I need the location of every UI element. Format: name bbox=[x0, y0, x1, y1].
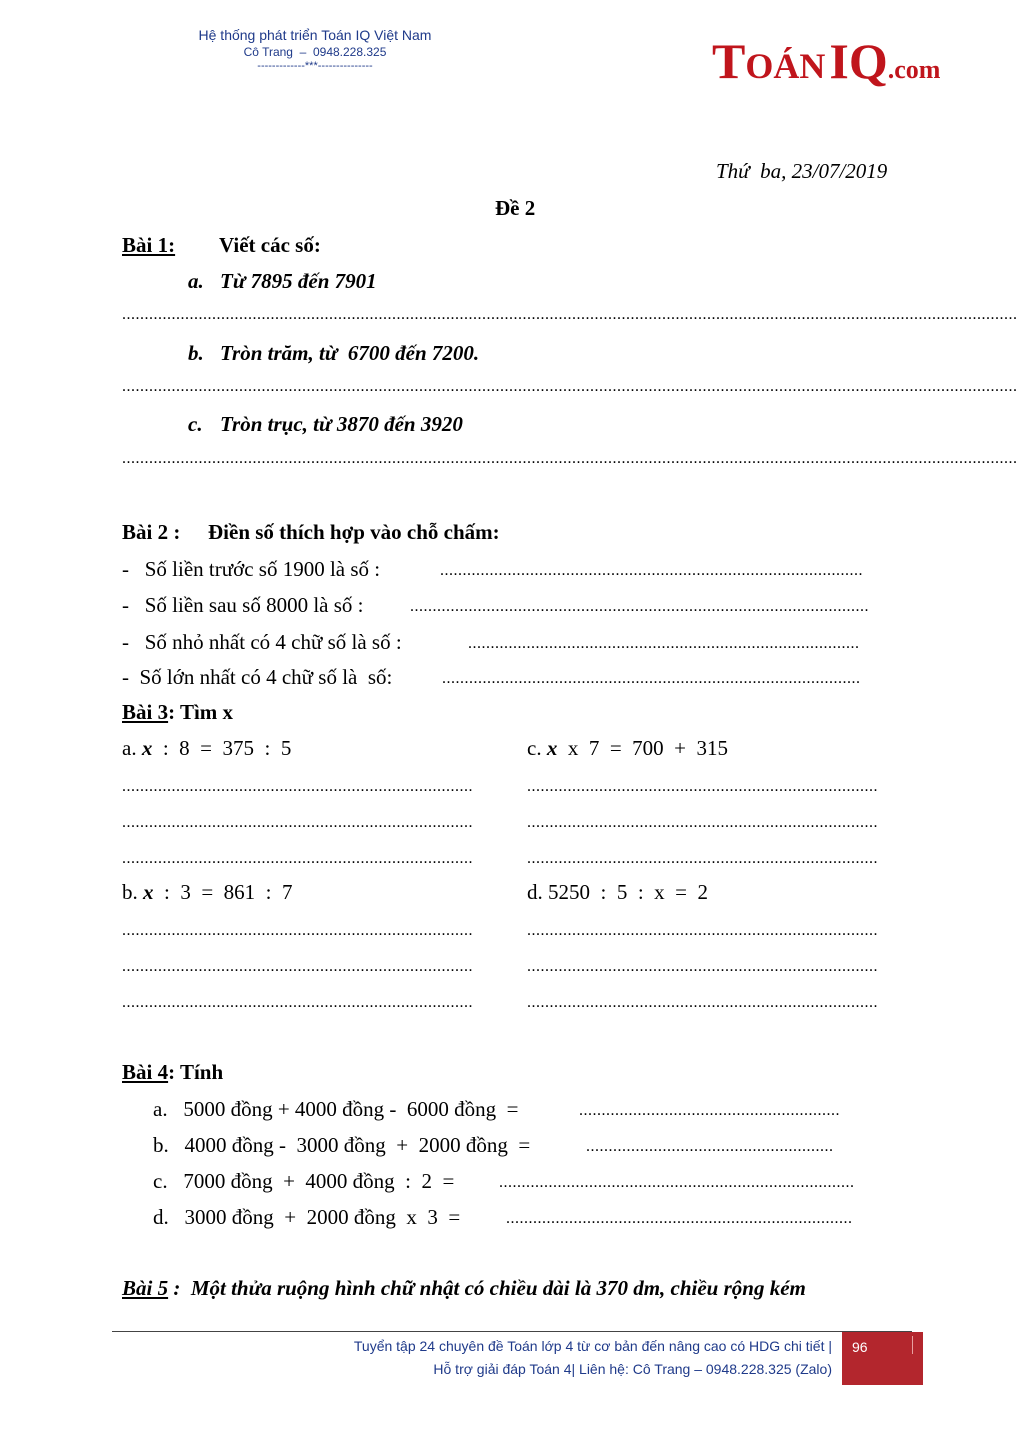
bai2-instruction: Điền số thích hợp vào chỗ chấm: bbox=[208, 520, 500, 544]
bai3-a-equation bbox=[122, 736, 291, 761]
bai5-label: Bài 5 bbox=[122, 1276, 169, 1300]
bai4-item-text: d. 3000 đồng + 2000 đồng x 3 = bbox=[153, 1205, 466, 1229]
bai4-item-text: b. 4000 đồng - 3000 đồng + 2000 đồng = bbox=[153, 1133, 536, 1157]
logo-dotcom: .com bbox=[887, 55, 941, 84]
bai4-item bbox=[153, 1133, 834, 1158]
bai2-item bbox=[122, 630, 860, 655]
bai2-label: Bài 2 : bbox=[122, 520, 181, 544]
bai2-item bbox=[122, 665, 861, 690]
bai1-b-marker: b. bbox=[188, 341, 204, 365]
bai5-line bbox=[122, 1276, 806, 1301]
bai1-a-marker: a. bbox=[188, 269, 204, 293]
bai2-item-text: - Số lớn nhất có 4 chữ số là số: bbox=[122, 665, 398, 689]
bai2-item-text: - Số liền trước số 1900 là số : bbox=[122, 557, 386, 581]
bai2-item bbox=[122, 593, 869, 618]
bai2-item bbox=[122, 557, 863, 582]
bai1-a-answer-line: ....................................................................................................................................................................................................... bbox=[122, 306, 1018, 323]
bai1-b-text: Tròn trăm, từ 6700 đến 7200. bbox=[220, 341, 480, 365]
bai2-item-text: - Số nhỏ nhất có 4 chữ số là số : bbox=[122, 630, 407, 654]
bai3-c-var: x bbox=[546, 736, 558, 760]
bai5-text: : Một thửa ruộng hình chữ nhật có chiều dài là 370 dm, chiều rộng kém bbox=[168, 1276, 806, 1300]
bai3-a-answer-line: .............................................................................. bbox=[122, 850, 473, 867]
bai4-instruction: : Tính bbox=[168, 1060, 224, 1084]
bai4-item bbox=[153, 1205, 853, 1230]
bai3-b-prefix: b. bbox=[122, 880, 143, 904]
bai4-item-text: c. 7000 đồng + 4000 đồng : 2 = bbox=[153, 1169, 460, 1193]
bai4-answer-dots: ............................................................................... bbox=[499, 1174, 855, 1191]
bai2-answer-dots: ...................................................................................................... bbox=[410, 598, 869, 615]
bai3-a-answer-line: .............................................................................. bbox=[122, 778, 473, 795]
logo-letters-oan: OÁN bbox=[745, 46, 826, 86]
bai4-item bbox=[153, 1097, 840, 1122]
bai3-instruction: : Tìm x bbox=[168, 700, 234, 724]
footer-rule bbox=[112, 1331, 912, 1332]
bai3-b-answer-line: .............................................................................. bbox=[122, 922, 473, 939]
bai3-d-equation: d. 5250 : 5 : x = 2 bbox=[527, 880, 709, 904]
bai2-answer-dots: .............................................................................................. bbox=[440, 562, 863, 579]
bai3-c-equation bbox=[527, 736, 728, 761]
bai3-c-rest: x 7 = 700 + 315 bbox=[557, 736, 729, 760]
bai3-a-answer-line: .............................................................................. bbox=[122, 814, 473, 831]
bai3-a-rest: : 8 = 375 : 5 bbox=[152, 736, 292, 760]
bai2-answer-dots: ....................................................................................... bbox=[468, 635, 860, 652]
bai3-heading bbox=[122, 700, 233, 725]
bai3-b-answer-line: .............................................................................. bbox=[122, 958, 473, 975]
bai4-answer-dots: ....................................................... bbox=[586, 1138, 834, 1155]
footer-line-2: Hỗ trợ giải đáp Toán 4| Liên hệ: Cô Trang – 0948.228.325 (Zalo) bbox=[433, 1361, 832, 1377]
bai3-c-answer-line: .............................................................................. bbox=[527, 850, 878, 867]
bai3-label: Bài 3 bbox=[122, 700, 169, 724]
bai1-label: Bài 1: bbox=[122, 233, 176, 257]
bai2-item-text: - Số liền sau số 8000 là số : bbox=[122, 593, 369, 617]
page-number-divider bbox=[912, 1336, 913, 1354]
footer-line-1: Tuyển tập 24 chuyên đề Toán lớp 4 từ cơ bản đến nâng cao có HDG chi tiết | bbox=[353, 1338, 832, 1354]
page-number: 96 bbox=[852, 1339, 868, 1355]
header-contact: Cô Trang – 0948.228.325 bbox=[243, 45, 387, 59]
bai3-c-prefix: c. bbox=[527, 736, 547, 760]
header-org-name: Hệ thống phát triển Toán IQ Việt Nam bbox=[198, 27, 432, 43]
logo-letter-t: T bbox=[712, 33, 746, 89]
header-separator: -------------***--------------- bbox=[257, 60, 373, 72]
bai1-a-text: Từ 7895 đến 7901 bbox=[220, 269, 377, 293]
bai4-answer-dots: ............................................................................. bbox=[506, 1210, 853, 1227]
bai4-item-text: a. 5000 đồng + 4000 đồng - 6000 đồng = bbox=[153, 1097, 524, 1121]
date-line: Thứ ba, 23/07/2019 bbox=[716, 159, 888, 183]
bai4-label: Bài 4 bbox=[122, 1060, 169, 1084]
bai3-d-answer-line: .............................................................................. bbox=[527, 922, 878, 939]
exam-title: Đề 2 bbox=[495, 196, 536, 220]
bai1-c-answer-line: ....................................................................................................................................................................................................... bbox=[122, 450, 1018, 467]
bai3-c-answer-line: .............................................................................. bbox=[527, 814, 878, 831]
bai4-answer-dots: .......................................................... bbox=[579, 1102, 840, 1119]
bai3-b-rest: : 3 = 861 : 7 bbox=[153, 880, 293, 904]
bai2-answer-dots: ............................................................................................. bbox=[442, 670, 861, 687]
bai4-heading bbox=[122, 1060, 223, 1085]
logo-letters-iq: IQ bbox=[829, 33, 888, 89]
bai3-b-var: x bbox=[143, 880, 154, 904]
bai3-b-answer-line: .............................................................................. bbox=[122, 994, 473, 1011]
bai3-b-equation bbox=[122, 880, 293, 905]
bai1-b-answer-line: ....................................................................................................................................................................................................... bbox=[122, 378, 1018, 395]
bai3-a-prefix: a. bbox=[122, 736, 142, 760]
bai3-d-answer-line: .............................................................................. bbox=[527, 958, 878, 975]
bai4-item bbox=[153, 1169, 855, 1194]
bai3-d-answer-line: .............................................................................. bbox=[527, 994, 878, 1011]
bai1-c-marker: c. bbox=[188, 412, 203, 436]
toaniq-logo bbox=[712, 32, 940, 90]
bai1-c-text: Tròn trục, từ 3870 đến 3920 bbox=[220, 412, 463, 436]
bai3-c-answer-line: .............................................................................. bbox=[527, 778, 878, 795]
bai3-a-var: x bbox=[141, 736, 153, 760]
bai1-instruction: Viết các số: bbox=[219, 233, 321, 257]
